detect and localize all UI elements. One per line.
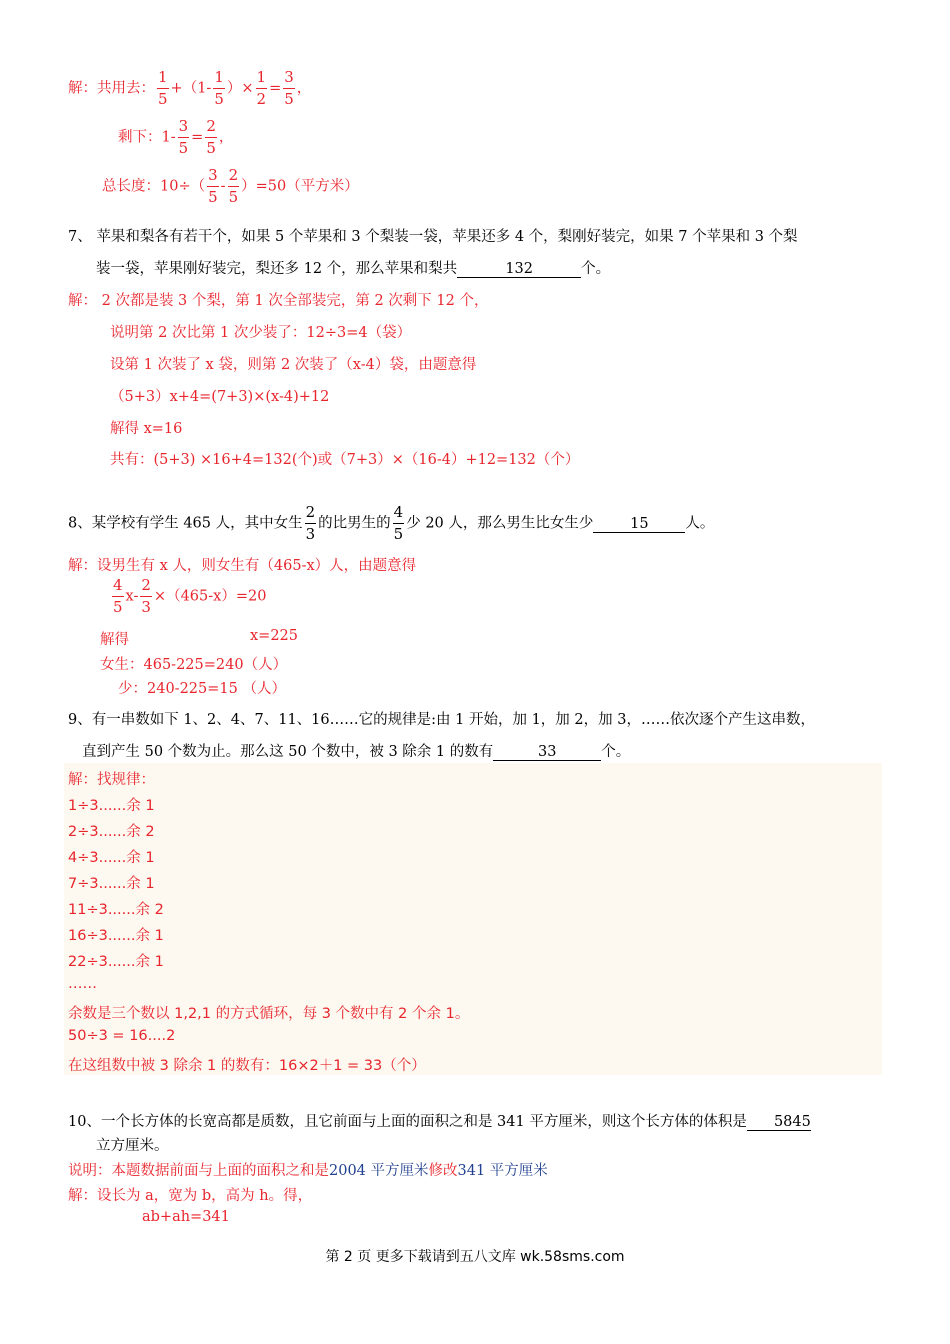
q6-solution-line-2: 剩下：1- $\frac{3}{5}$ = $\frac{2}{5}$ ， (118, 117, 234, 157)
q9-question-line-2: 直到产生 50 个数为止。那么这 50 个数中，被 3 除余 1 的数有 33 个。 (82, 744, 631, 760)
q10-question-line-1: 10、一个长方体的长宽高都是质数，且它前面与上面的面积之和是 341 平方厘米，则这个长方体的体积是 5845 (68, 1114, 811, 1130)
fraction: $\frac{1}{2}$ (256, 68, 267, 108)
q7-solution-line: 共有：(5+3) ×16+4=132(个)或（7+3）×（16-4）+12=132（个） (110, 452, 580, 468)
q9-solution-line: 在这组数中被 3 除余 1 的数有：16×2＋1 = 33（个） (68, 1058, 426, 1074)
q9-solution-line: 16÷3......余 1 (68, 928, 164, 944)
q9-solution-line: 50÷3 = 16....2 (68, 1028, 176, 1044)
q7-solution-line: （5+3）x+4=(7+3)×(x-4)+12 (110, 389, 330, 405)
q9-solution-line: 1÷3......余 1 (68, 798, 155, 814)
q6-solution-line-3: 总长度：10÷（ $\frac{3}{5}$ - $\frac{2}{5}$ ）=50（平方米） (102, 166, 359, 206)
q10-solution-line: 解：设长为 a，宽为 b，高为 h。得， (68, 1188, 313, 1204)
page-footer: 第 2 页 更多下载请到五八文库 wk.58sms.com (325, 1249, 625, 1265)
q7-answer-blank: 132 (457, 261, 581, 278)
q9-solution-line: 22÷3......余 1 (68, 954, 164, 970)
q8-solution-line: 女生：465-225=240（人） (100, 657, 288, 673)
fraction: $\frac{1}{5}$ (158, 68, 168, 108)
fraction: $\frac{4}{5}$ (113, 576, 123, 616)
q7-solution-line: 设第 1 次装了 x 袋，则第 2 次装了（x-4）袋，由题意得 (110, 357, 477, 373)
fraction: $\frac{2}{3}$ (305, 503, 316, 543)
q6-solution-line-1: 解：共用去： $\frac{1}{5}$ +（1- $\frac{1}{5}$ ）× $\frac{1}{2}$ = $\frac{3}{5}$ ， (68, 68, 312, 108)
q8-solution-line: 解得 (100, 632, 129, 648)
q9-solution-line: 2÷3......余 2 (68, 824, 155, 840)
q8-solution-value: x=225 (250, 628, 299, 644)
fraction: $\frac{1}{5}$ (214, 68, 224, 108)
q9-solution-line: 11÷3......余 2 (68, 902, 164, 918)
fraction: $\frac{3}{5}$ (208, 166, 218, 206)
fraction: $\frac{3}{5}$ (178, 117, 189, 157)
q7-solution-line: 解得 x=16 (110, 421, 183, 437)
q9-solution-line: 7÷3......余 1 (68, 876, 155, 892)
q8-equation: $\frac{4}{5}$ x- $\frac{2}{3}$ ×（465-x）=20 (113, 576, 267, 616)
q8-solution-line: 解：设男生有 x 人，则女生有（465-x）人，由题意得 (68, 558, 417, 574)
q9-solution-line: 余数是三个数以 1,2,1 的方式循环，每 3 个数中有 2 个余 1。 (68, 1006, 470, 1022)
q10-answer-blank: 5845 (747, 1114, 811, 1131)
q9-solution-background (64, 763, 882, 1075)
q7-question-line-2: 装一袋，苹果刚好装完，梨还多 12 个，那么苹果和梨共 132 个。 (96, 261, 611, 277)
q9-question-line-1: 9、有一串数如下 1、2、4、7、11、16……它的规律是:由 1 开始，加 1，加 2，加 3，……依次逐个产生这串数， (68, 712, 815, 728)
q8-answer-blank: 15 (593, 516, 685, 533)
q10-note: 说明：本题数据前面与上面的面积之和是2004 平方厘米修改341 平方厘米 (68, 1163, 548, 1179)
q7-question-line-1: 7、 苹果和梨各有若干个，如果 5 个苹果和 3 个梨装一袋，苹果还多 4 个，梨刚好装完，如果 7 个苹果和 3 个梨 (68, 229, 798, 245)
fraction: $\frac{2}{5}$ (206, 117, 216, 157)
fraction: $\frac{2}{5}$ (228, 166, 239, 206)
fraction: $\frac{3}{5}$ (284, 68, 294, 108)
fraction: $\frac{4}{5}$ (393, 503, 404, 543)
q7-solution-line: 解： 2 次都是装 3 个梨，第 1 次全部装完，第 2 次剩下 12 个， (68, 293, 489, 309)
fraction: $\frac{2}{3}$ (141, 576, 151, 616)
q8-question: 8、某学校有学生 465 人，其中女生 $\frac{2}{3}$ 的比男生的 $\frac{4}{5}$ 少 20 人，那么男生比女生少 15 人。 (68, 503, 715, 543)
q9-answer-blank: 33 (493, 744, 601, 761)
q9-solution-line: 解：找规律： (68, 772, 155, 788)
q9-solution-line: …… (68, 976, 97, 992)
q10-solution-line: ab+ah=341 (142, 1209, 230, 1225)
q10-question-line-2: 立方厘米。 (96, 1138, 169, 1154)
q9-solution-line: 4÷3......余 1 (68, 850, 155, 866)
q8-solution-line: 少：240-225=15 （人） (118, 681, 286, 697)
q7-solution-line: 说明第 2 次比第 1 次少装了：12÷3=4（袋） (110, 325, 412, 341)
